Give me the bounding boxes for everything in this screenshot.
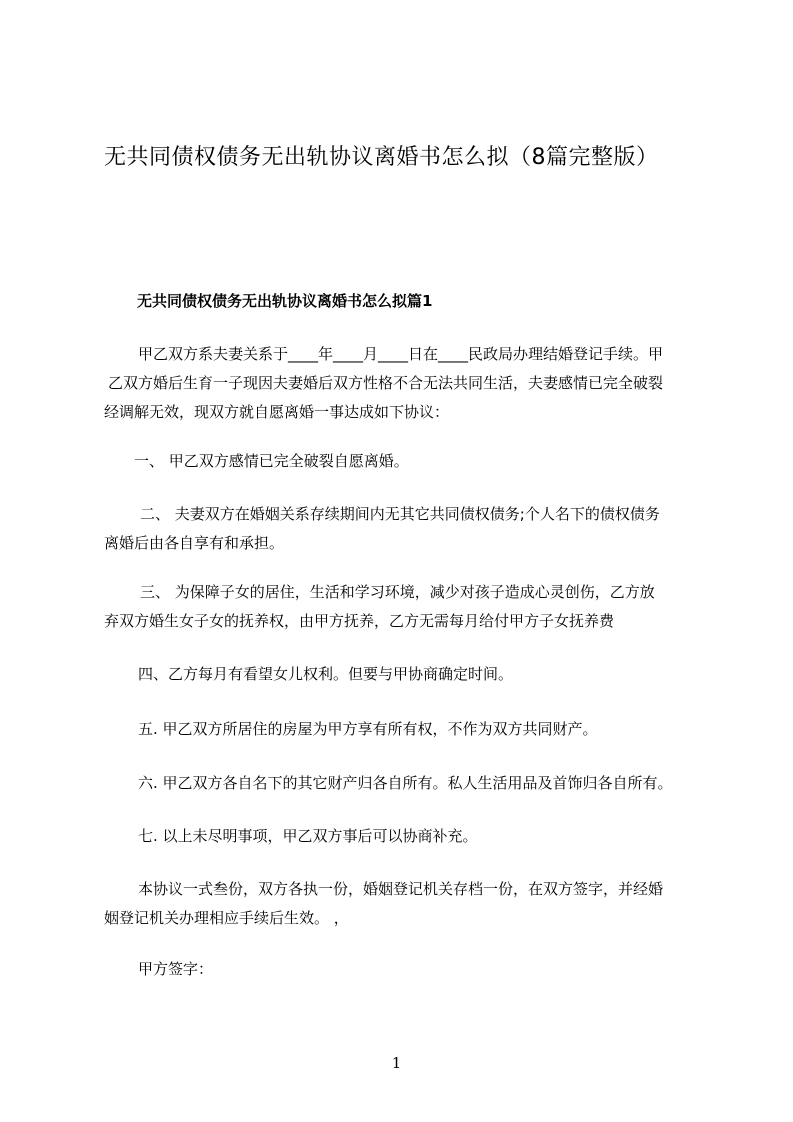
paragraph-line: 三、 为保障子女的居住，生活和学习环境，减少对孩子造成心灵创伤，乙方放 bbox=[140, 583, 655, 601]
paragraph-line: 乙双方婚后生育一子现因夫妻婚后双方性格不合无法共同生活，夫妻感情已完全破裂 bbox=[108, 374, 664, 392]
paragraph-line: 七. 以上未尽明事项，甲乙双方事后可以协商补充。 bbox=[138, 827, 478, 845]
clause-2 bbox=[104, 500, 704, 558]
paragraph-line: 六. 甲乙双方各自名下的其它财产归各自所有。私人生活用品及首饰归各自所有。 bbox=[138, 774, 673, 792]
document-title: 无共同债权债务无出轨协议离婚书怎么拟（8篇完整版） bbox=[104, 145, 659, 170]
paragraph-line: 甲方签字： bbox=[138, 960, 214, 978]
paragraph-line: 五. 甲乙双方所居住的房屋为甲方享有所有权，不作为双方共同财产。 bbox=[138, 720, 598, 738]
paragraph-line: 姻登记机关办理相应手续后生效。 ， bbox=[104, 909, 349, 927]
paragraph-line: 一、 甲乙双方感情已完全破裂自愿离婚。 bbox=[134, 452, 409, 470]
page-number: 1 bbox=[391, 1054, 402, 1072]
paragraph-intro bbox=[104, 340, 704, 427]
signature-party-a bbox=[104, 955, 704, 984]
paragraph-line: 经调解无效，现双方就自愿离婚一事达成如下协议： bbox=[104, 403, 450, 421]
section-heading: 无共同债权债务无出轨协议离婚书怎么拟篇1 bbox=[137, 292, 433, 310]
paragraph-line: 四、乙方每月有看望女儿权利。但要与甲协商确定时间。 bbox=[138, 665, 514, 683]
clause-4 bbox=[104, 660, 704, 689]
closing-paragraph bbox=[104, 875, 704, 933]
paragraph-line: 甲乙双方系夫妻关系于____年____月____日在____民政局办理结婚登记手续。甲 bbox=[138, 345, 664, 363]
paragraph-line: 弃双方婚生女子女的抚养权，由甲方抚养，乙方无需每月给付甲方子女抚养费 bbox=[104, 612, 615, 630]
clause-5 bbox=[104, 715, 704, 744]
clause-7 bbox=[104, 822, 704, 851]
clause-6 bbox=[104, 769, 704, 798]
clause-3 bbox=[104, 578, 704, 636]
paragraph-line: 二、 夫妻双方在婚姻关系存续期间内无其它共同债权债务;个人名下的债权债务 bbox=[140, 505, 660, 523]
paragraph-line: 离婚后由各自享有和承担。 bbox=[104, 534, 285, 552]
paragraph-line: 本协议一式叁份，双方各执一份，婚姻登记机关存档一份，在双方签字，并经婚 bbox=[138, 880, 664, 898]
clause-1 bbox=[104, 447, 704, 476]
